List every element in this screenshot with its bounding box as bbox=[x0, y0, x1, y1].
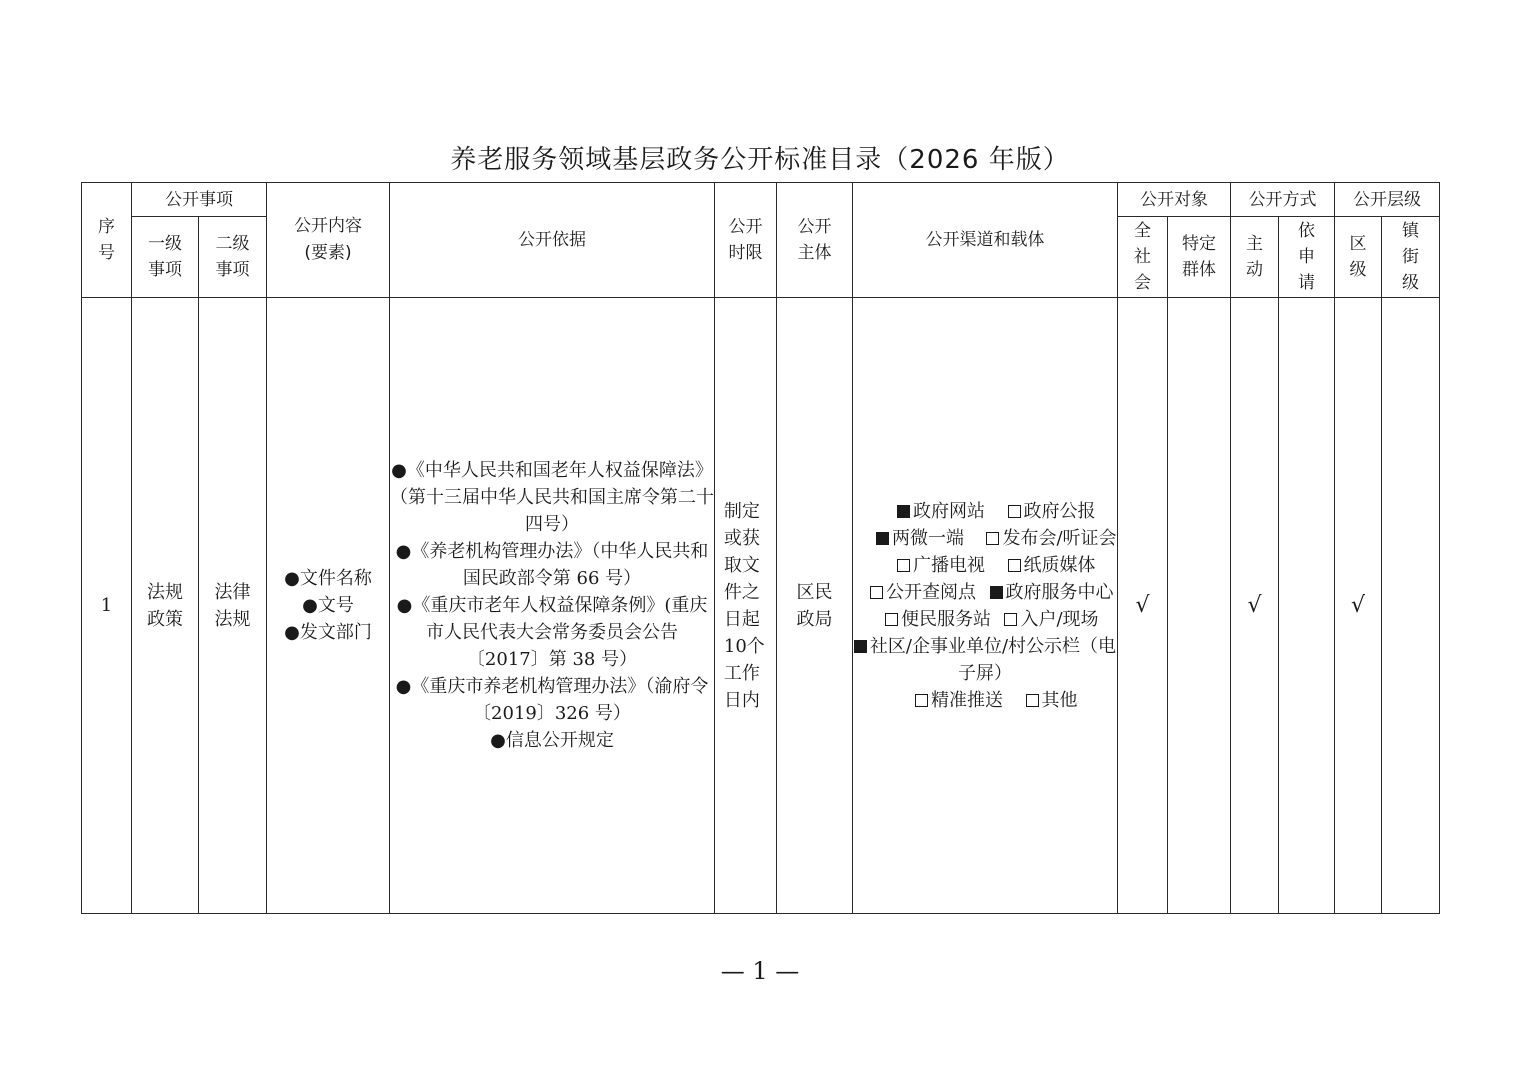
content-item: ●文号 bbox=[302, 595, 354, 616]
row-content bbox=[267, 298, 390, 914]
row-level2: 法律法规 bbox=[199, 298, 267, 914]
channel-press: 发布会/听证会 bbox=[986, 528, 1116, 549]
header-content: 公开内容(要素) bbox=[267, 183, 390, 298]
row-seq: 1 bbox=[82, 298, 132, 914]
unchecked-box-icon bbox=[870, 586, 883, 599]
unchecked-box-icon bbox=[915, 694, 928, 707]
checked-box-icon bbox=[876, 532, 889, 545]
header-target-group: 公开对象 bbox=[1118, 183, 1231, 217]
page-number: — 1 — bbox=[720, 957, 800, 985]
header-method-request: 依申请 bbox=[1279, 217, 1335, 298]
catalog-table bbox=[81, 182, 1440, 914]
basis-item: ●信息公开规定 bbox=[490, 730, 614, 751]
channel-door-to-door: 入户/现场 bbox=[1004, 609, 1098, 630]
unchecked-box-icon bbox=[1026, 694, 1039, 707]
row-method-active: √ bbox=[1231, 298, 1279, 914]
header-subject: 公开主体 bbox=[777, 183, 853, 298]
basis-item: ●《中华人民共和国老年人权益保障法》（第十三届中华人民共和国主席令第二十四号） bbox=[390, 460, 714, 535]
channel-paper: 纸质媒体 bbox=[1008, 555, 1096, 576]
header-channels: 公开渠道和载体 bbox=[853, 183, 1118, 298]
header-time-limit: 公开时限 bbox=[715, 183, 777, 298]
document-title: 养老服务领域基层政务公开标准目录（2026 年版） bbox=[450, 145, 1070, 175]
content-item: ●文件名称 bbox=[284, 568, 372, 589]
row-target-specific bbox=[1168, 298, 1231, 914]
channel-service-center: 政府服务中心 bbox=[990, 582, 1114, 603]
unchecked-box-icon bbox=[986, 532, 999, 545]
checked-box-icon bbox=[897, 505, 910, 518]
channel-other: 其他 bbox=[1026, 690, 1078, 711]
row-channels bbox=[853, 298, 1118, 914]
header-seq: 序号 bbox=[82, 183, 132, 298]
channel-broadcast: 广播电视 bbox=[875, 552, 1008, 579]
channel-convenience: 便民服务站 bbox=[871, 606, 1004, 633]
header-target-specific: 特定群体 bbox=[1168, 217, 1231, 298]
unchecked-box-icon bbox=[885, 613, 898, 626]
header-method-active: 主动 bbox=[1231, 217, 1279, 298]
row-level1: 法规政策 bbox=[132, 298, 199, 914]
channel-two-micro: 两微一端 bbox=[853, 525, 986, 552]
channel-gov-gazette: 政府公报 bbox=[1008, 501, 1096, 522]
unchecked-box-icon bbox=[1004, 613, 1017, 626]
header-method-group: 公开方式 bbox=[1231, 183, 1335, 217]
row-time-limit: 制定或获取文件之日起10个工作日内 bbox=[715, 298, 777, 914]
header-level-town: 镇街级 bbox=[1382, 217, 1440, 298]
unchecked-box-icon bbox=[1008, 559, 1021, 572]
header-target-all: 全社会 bbox=[1118, 217, 1168, 298]
header-basis: 公开依据 bbox=[390, 183, 715, 298]
channel-gov-website: 政府网站 bbox=[875, 498, 1008, 525]
header-level-group: 公开层级 bbox=[1335, 183, 1440, 217]
content-item: ●发文部门 bbox=[284, 622, 372, 643]
basis-item: ●《重庆市养老机构管理办法》（渝府令〔2019〕326 号） bbox=[395, 676, 709, 724]
basis-item: ●《养老机构管理办法》（中华人民共和国民政部令第 66 号） bbox=[395, 541, 709, 589]
basis-item: ●《重庆市老年人权益保障条例》(重庆市人民代表大会常务委员会公告〔2017〕第 38 号） bbox=[396, 595, 708, 670]
header-level1: 一级事项 bbox=[132, 217, 199, 298]
unchecked-box-icon bbox=[897, 559, 910, 572]
row-target-all: √ bbox=[1118, 298, 1168, 914]
table-row bbox=[82, 298, 1440, 914]
row-subject: 区民政局 bbox=[777, 298, 853, 914]
row-level-district: √ bbox=[1335, 298, 1382, 914]
unchecked-box-icon bbox=[1008, 505, 1021, 518]
row-level-town bbox=[1382, 298, 1440, 914]
channel-precise-push: 精准推送 bbox=[893, 687, 1026, 714]
channel-bulletin: 社区/企事业单位/村公示栏（电子屏） bbox=[854, 636, 1116, 684]
header-items-group: 公开事项 bbox=[132, 183, 267, 217]
row-method-request bbox=[1279, 298, 1335, 914]
row-basis bbox=[390, 298, 715, 914]
header-level2: 二级事项 bbox=[199, 217, 267, 298]
checked-box-icon bbox=[990, 586, 1003, 599]
header-level-district: 区级 bbox=[1335, 217, 1382, 298]
channel-reading-point: 公开查阅点 bbox=[857, 579, 990, 606]
checked-box-icon bbox=[854, 640, 867, 653]
